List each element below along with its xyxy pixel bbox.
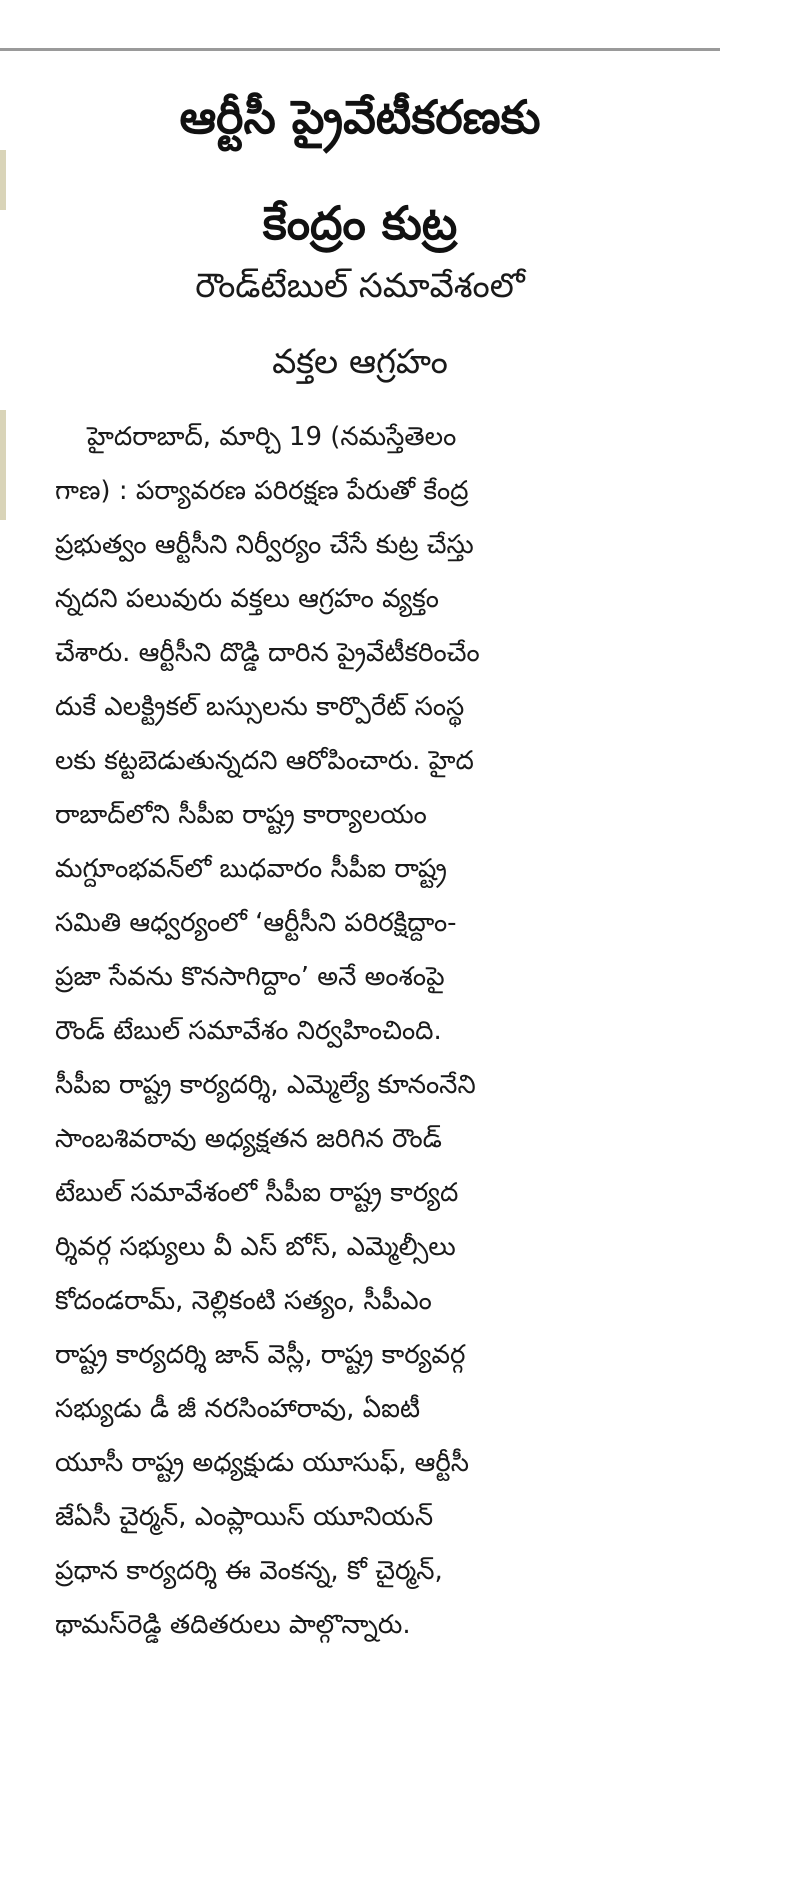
body-line: యూసీ రాష్ట్ర అధ్యక్షుడు యూసుఫ్, ఆర్టీసీ: [55, 1448, 470, 1478]
body-line: సీపీఐ రాష్ట్ర కార్యదర్శి, ఎమ్మెల్యే కూనంనేని: [55, 1070, 476, 1100]
subheading-line-1: రౌండ్‌టేబుల్ సమావేశంలో: [195, 266, 525, 306]
body-line: రౌండ్ టేబుల్ సమావేశం నిర్వహించింది.: [55, 1016, 442, 1046]
body-line: సమితి ఆధ్వర్యంలో ‘ఆర్టీసీని పరిరక్షిద్దాం-: [55, 908, 457, 938]
subheading-line-2: వక్తల ఆగ్రహం: [272, 342, 448, 382]
body-line: న్నదని పలువురు వక్తలు ఆగ్రహం వ్యక్తం: [55, 584, 439, 614]
article-body: [55, 410, 715, 1652]
body-line: ర్శివర్గ సభ్యులు వీ ఎస్ బోస్, ఎమ్మెల్సీలు: [55, 1232, 456, 1262]
body-line: గాణ) : పర్యావరణ పరిరక్షణ పేరుతో కేంద్ర: [55, 476, 469, 506]
body-line: థామస్‌రెడ్డి తదితరులు పాల్గొన్నారు.: [55, 1610, 411, 1640]
clipped-top-text: [60, 0, 240, 8]
body-line: చేశారు. ఆర్టీసీని దొడ్డి దారిన ప్రైవేటీకరించేం: [55, 638, 480, 668]
body-line: హైదరాబాద్, మార్చి 19 (నమస్తేతెలం: [87, 422, 457, 452]
body-line: దుకే ఎలక్ట్రికల్ బస్సులను కార్పొరేట్ సంస్థ: [55, 692, 465, 722]
body-line: జేఏసీ చైర్మన్, ఎంప్లాయిస్ యూనియన్: [55, 1502, 434, 1532]
body-line: రాబాద్‌లోని సీపీఐ రాష్ట్ర కార్యాలయం: [55, 800, 427, 830]
body-line: లకు కట్టబెడుతున్నదని ఆరోపించారు. హైద: [55, 746, 474, 776]
body-line: ప్రధాన కార్యదర్శి ఈ వెంకన్న, కో చైర్మన్,: [55, 1556, 443, 1586]
body-line: సాంబశివరావు అధ్యక్షతన జరిగిన రౌండ్: [55, 1124, 442, 1154]
body-line: కోదండరామ్, నెల్లికంటి సత్యం, సీపీఎం: [55, 1286, 432, 1316]
headline-line-2: కేంద్రం కుట్ర: [262, 196, 458, 250]
body-line: సభ్యుడు డీ జీ నరసింహారావు, ఏఐటీ: [55, 1394, 421, 1424]
body-line: మగ్దూంభవన్‌లో బుధవారం సీపీఐ రాష్ట్ర: [55, 854, 447, 884]
body-line: ప్రభుత్వం ఆర్టీసీని నిర్వీర్యం చేసే కుట్ర చేస్తు: [55, 530, 474, 560]
body-line: ప్రజా సేవను కొనసాగిద్దాం’ అనే అంశంపై: [55, 962, 445, 992]
scan-edge-mark: [0, 410, 6, 520]
body-line: రాష్ట్ర కార్యదర్శి జాన్ వెస్లీ, రాష్ట్ర కార్యవర్గ: [55, 1340, 466, 1370]
headline-line-1: ఆర్టీసీ ప్రైవేటీకరణకు: [179, 90, 541, 144]
section-divider: [0, 48, 720, 51]
body-line: టేబుల్ సమావేశంలో సీపీఐ రాష్ట్ర కార్యద: [55, 1178, 459, 1208]
